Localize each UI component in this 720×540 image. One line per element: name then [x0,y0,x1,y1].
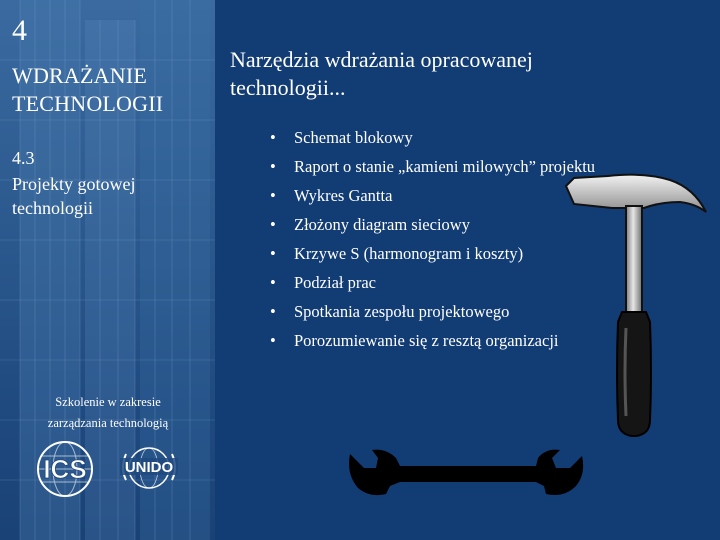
unido-logo [114,440,184,498]
slide-title: Narzędzia wdrażania opracowanej technologii... [230,47,533,100]
chapter-title [12,62,163,118]
bullet-list [270,128,610,360]
section-number: 4.3 [12,148,35,168]
ics-logo-text: ICS [43,454,87,484]
list-item: • Schemat blokowy [270,128,610,147]
training-caption [8,392,208,434]
list-item: • Wykres Gantta [270,186,610,205]
ics-logo [36,440,94,498]
hammer-icon [564,172,710,440]
chapter-title-line1: WDRAŻANIE [12,63,147,88]
chapter-title-line2: TECHNOLOGII [12,91,164,116]
training-line1: Szkolenie w zakresie [55,395,161,409]
list-item: • Krzywe S (harmonogram i koszty) [270,244,610,263]
list-item: • Złożony diagram sieciowy [270,215,610,234]
training-line2: zarządzania technologią [47,416,169,430]
list-item: • Spotkania zespołu projektowego [270,302,610,321]
unido-logo-text: UNIDO [124,459,174,476]
section-title: Projekty gotowej technologii [12,174,136,218]
list-item: • Raport o stanie „kamieni milowych” projektu [270,157,610,176]
chapter-number: 4 [12,14,27,47]
list-item: • Podział prac [270,273,610,292]
sidebar-panel [0,0,215,540]
list-item: • Porozumiewanie się z resztą organizacji [270,331,610,350]
wrench-icon [346,446,586,502]
